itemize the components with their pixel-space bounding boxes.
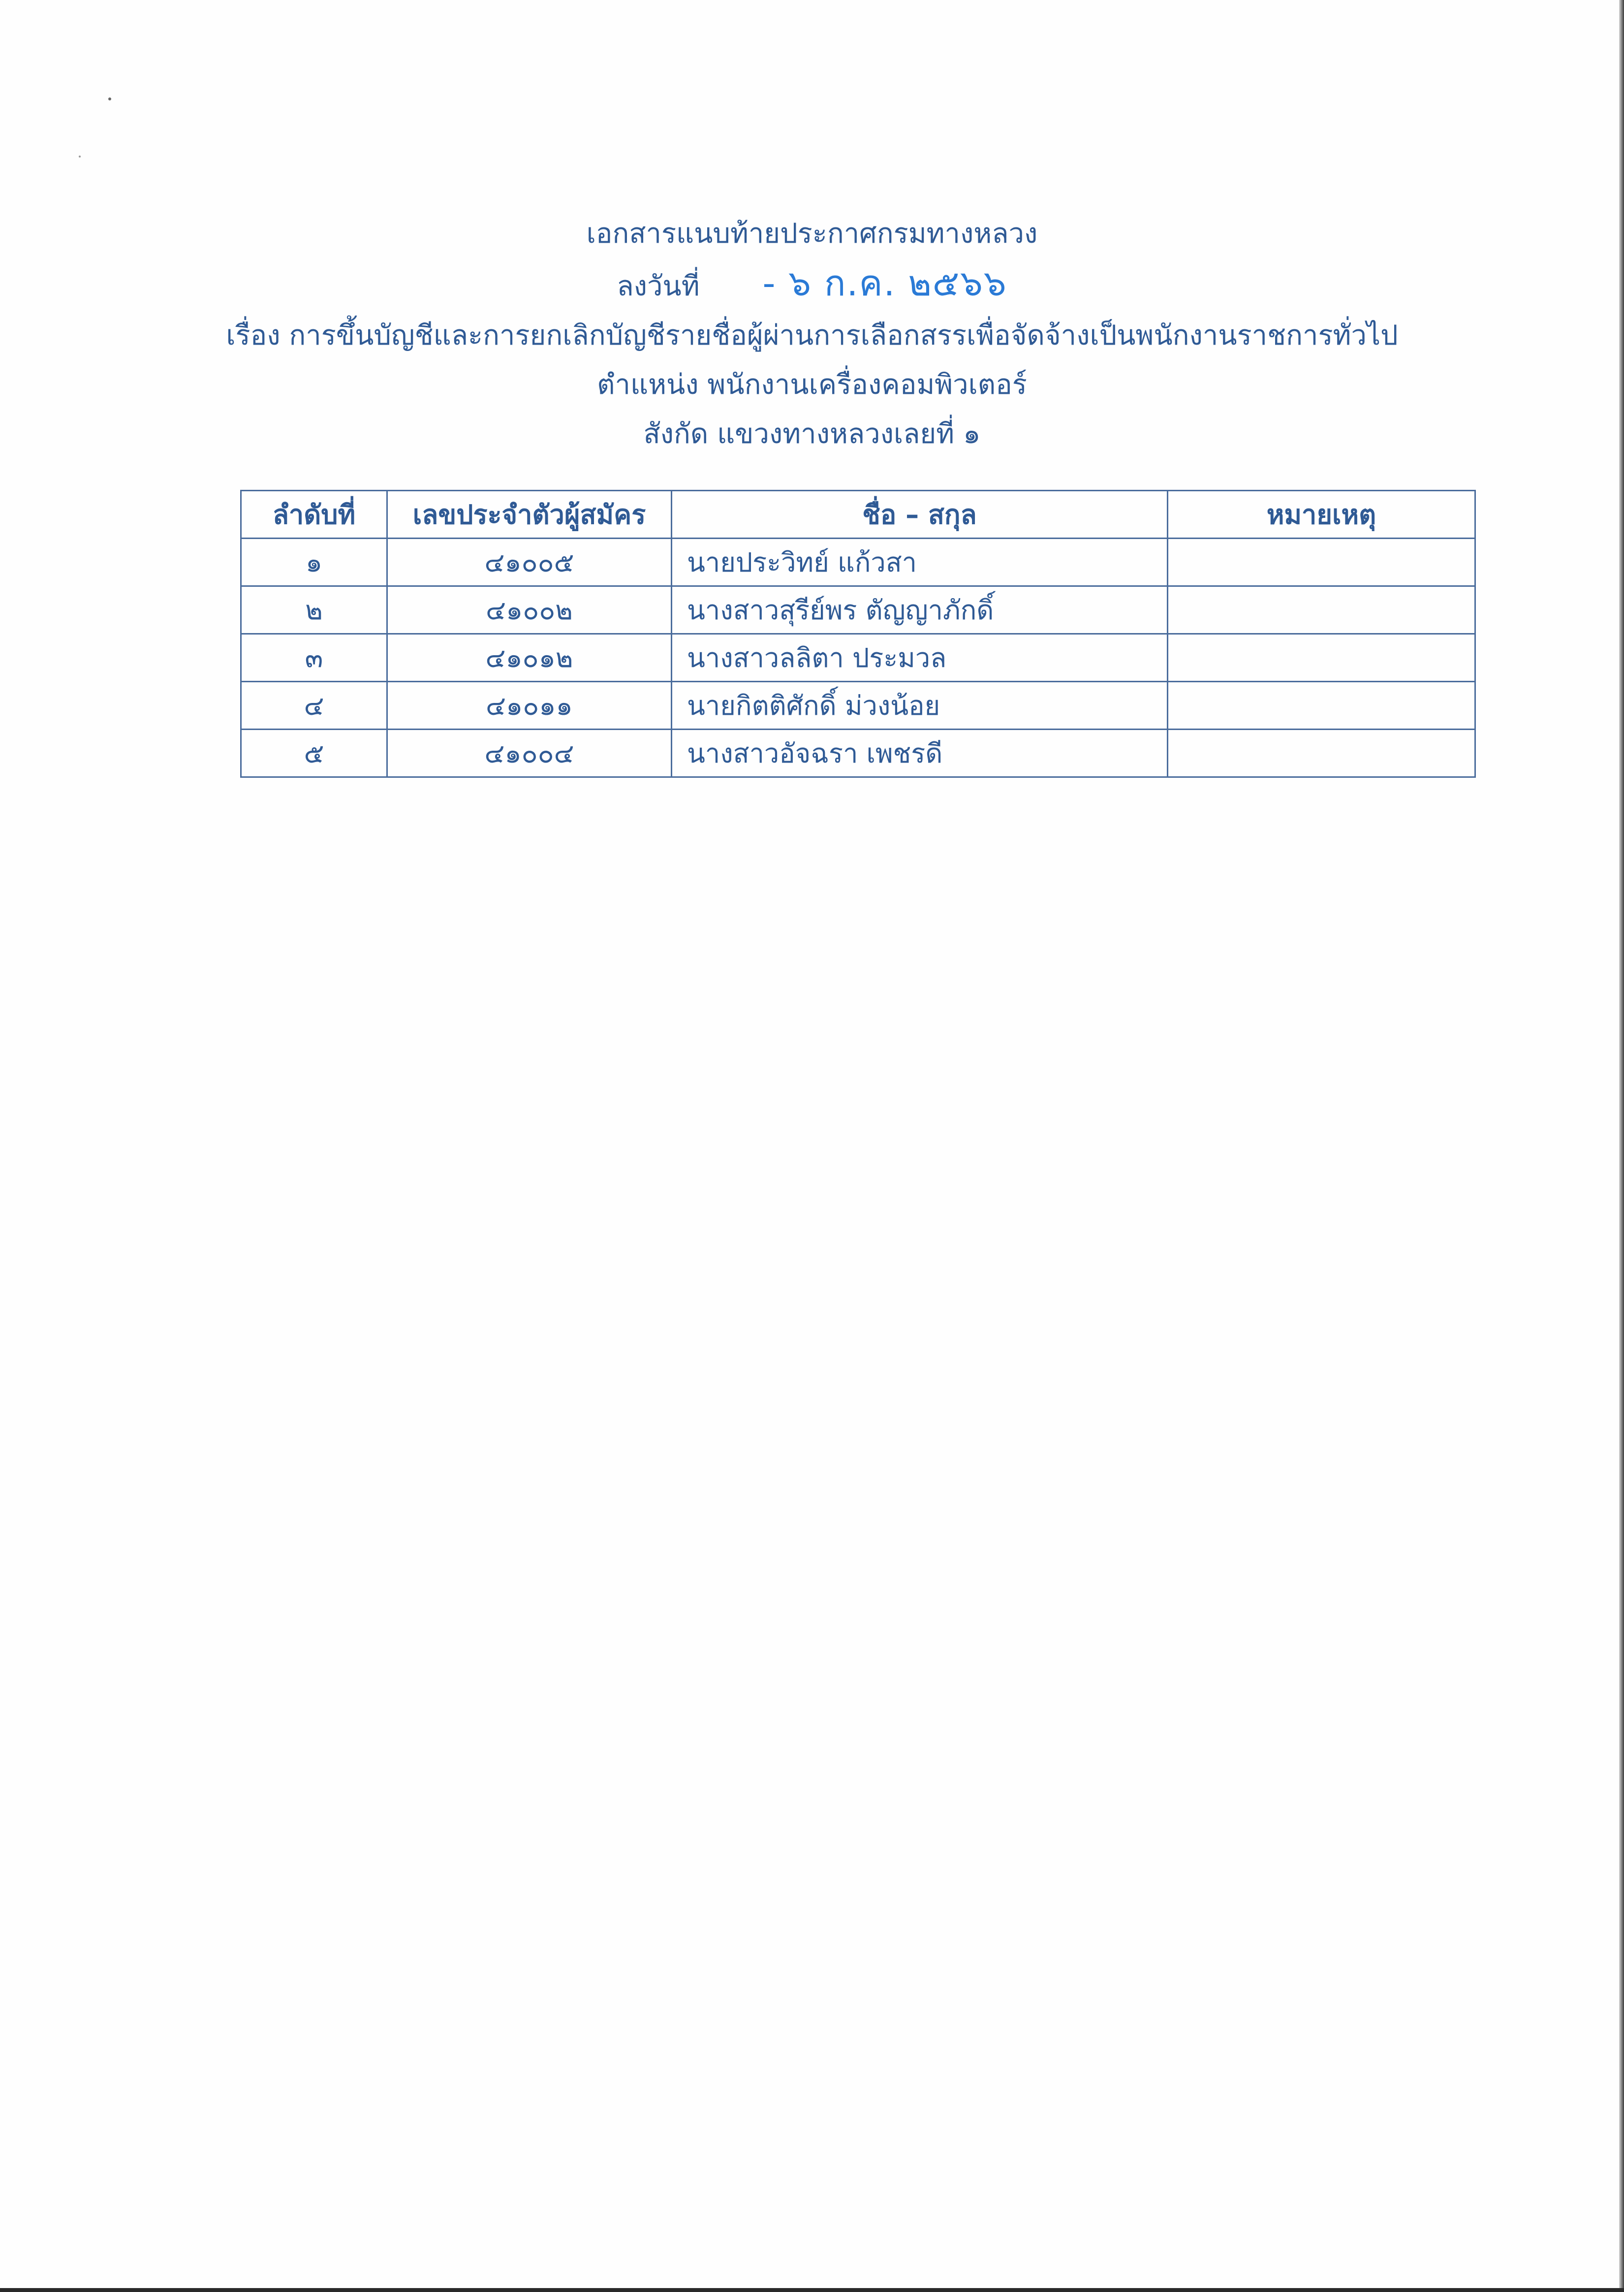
cell-applicant-id: ๔๑๐๑๑ <box>387 682 672 730</box>
cell-note <box>1168 586 1475 634</box>
cell-applicant-id: ๔๑๐๑๒ <box>387 634 672 682</box>
date-label: ลงวันที่ <box>617 270 700 302</box>
scan-speck <box>108 97 111 100</box>
cell-no: ๕ <box>241 730 387 777</box>
cell-name: นายประวิทย์ แก้วสา <box>672 539 1168 586</box>
table-row <box>241 586 1475 634</box>
column-header-name: ชื่อ – สกุล <box>672 491 1168 539</box>
date-stamp: - ๖ ก.ค. ๒๕๖๖ <box>762 262 1007 304</box>
table-header-row <box>241 491 1475 539</box>
cell-applicant-id: ๔๑๐๐๕ <box>387 539 672 586</box>
cell-applicant-id: ๔๑๐๐๔ <box>387 730 672 777</box>
cell-note <box>1168 730 1475 777</box>
cell-no: ๓ <box>241 634 387 682</box>
table-row <box>241 539 1475 586</box>
candidate-table <box>240 490 1476 778</box>
column-header-no: ลำดับที่ <box>241 491 387 539</box>
scan-edge-right <box>1619 0 1624 2292</box>
subject-line: เรื่อง การขึ้นบัญชีและการยกเลิกบัญชีรายชื่อผู้ผ่านการเลือกสรรเพื่อจัดจ้างเป็นพนักงานราชการทั่วไป <box>226 319 1398 351</box>
cell-no: ๔ <box>241 682 387 730</box>
cell-name: นายกิตติศักดิ์ ม่วงน้อย <box>672 682 1168 730</box>
table-row <box>241 730 1475 777</box>
position-line: ตำแหน่ง พนักงานเครื่องคอมพิวเตอร์ <box>597 369 1027 401</box>
scan-speck <box>79 156 81 158</box>
table-row <box>241 634 1475 682</box>
scan-edge-bottom <box>0 2288 1624 2292</box>
cell-no: ๒ <box>241 586 387 634</box>
cell-applicant-id: ๔๑๐๐๒ <box>387 586 672 634</box>
table-row <box>241 682 1475 730</box>
cell-note <box>1168 682 1475 730</box>
date-line <box>0 258 1624 311</box>
cell-no: ๑ <box>241 539 387 586</box>
cell-name: นางสาวสุรีย์พร ตัญญาภักดิ์ <box>672 586 1168 634</box>
cell-note <box>1168 634 1475 682</box>
document-header <box>0 209 1624 459</box>
column-header-note: หมายเหตุ <box>1168 491 1475 539</box>
column-header-applicant-id: เลขประจำตัวผู้สมัคร <box>387 491 672 539</box>
cell-note <box>1168 539 1475 586</box>
cell-name: นางสาวลลิตา ประมวล <box>672 634 1168 682</box>
affiliation-line: สังกัด แขวงทางหลวงเลยที่ ๑ <box>643 418 981 450</box>
document-title: เอกสารแนบท้ายประกาศกรมทางหลวง <box>586 218 1038 250</box>
cell-name: นางสาวอัจฉรา เพชรดี <box>672 730 1168 777</box>
